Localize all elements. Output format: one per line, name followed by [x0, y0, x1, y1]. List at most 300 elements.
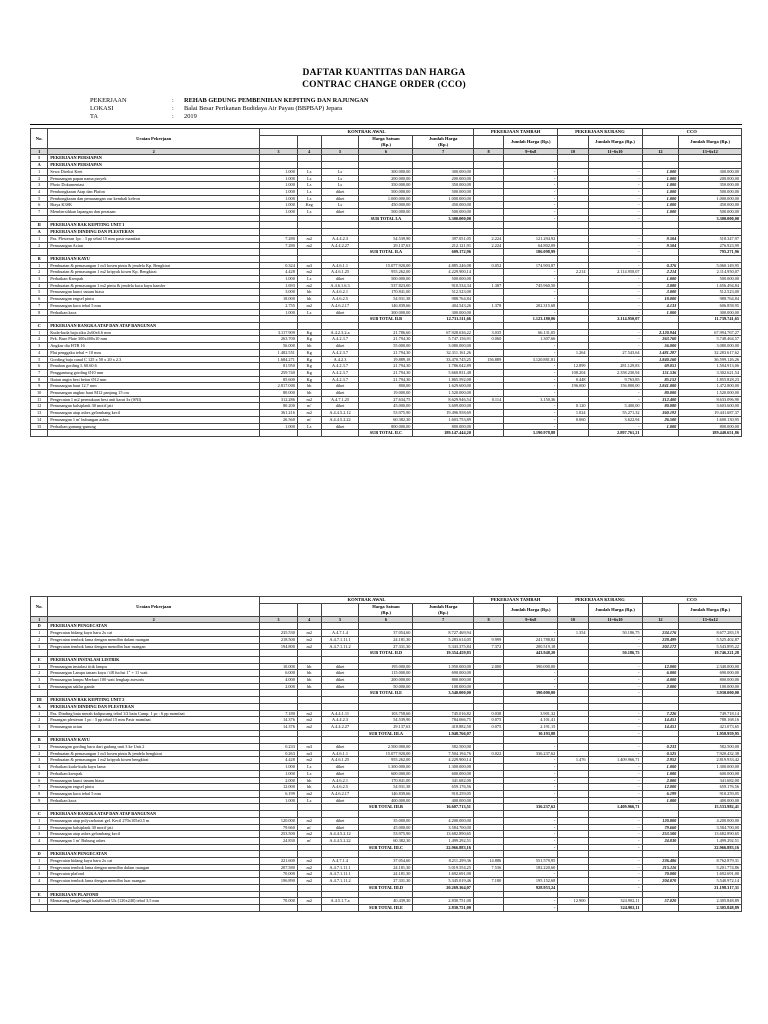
- empty-cell: [679, 891, 742, 898]
- empty-cell: [642, 215, 679, 222]
- table-cell: 6: [31, 202, 48, 209]
- table-cell: 18.000: [260, 296, 298, 303]
- empty-cell: [679, 162, 742, 169]
- table-cell: 5.747.156,91: [413, 336, 474, 343]
- empty-cell: [321, 249, 359, 256]
- table-cell: 0.376: [642, 262, 679, 269]
- table-cell: 8.629.946,54: [413, 396, 474, 403]
- table-cell: 1.000: [260, 195, 298, 202]
- empty-cell: [413, 322, 474, 329]
- table-row: [31, 744, 742, 751]
- table-cell: m2: [297, 710, 321, 717]
- table-cell: -: [588, 764, 642, 771]
- section-row: [31, 229, 742, 236]
- table-cell: 800.000,00: [679, 677, 742, 684]
- table-cell: 19.000,00: [359, 390, 413, 397]
- empty-cell: [642, 249, 679, 256]
- empty-cell: [473, 215, 503, 222]
- table-cell: 1.000: [642, 182, 679, 189]
- empty-cell: [504, 703, 558, 710]
- table-cell: 0.114: [473, 396, 503, 403]
- subtotal-label: SUB TOTAL II.C: [359, 430, 413, 437]
- table-cell: 259.740: [260, 369, 298, 376]
- empty-cell: [297, 703, 321, 710]
- table-row: [31, 858, 742, 865]
- table-cell: -: [504, 770, 558, 777]
- table-cell: diket: [321, 423, 359, 430]
- table-cell: 55.271,32: [588, 410, 642, 417]
- col-pekerjaan-tambah: PEKERJAAN TAMBAH: [473, 597, 557, 604]
- table-cell: [473, 289, 503, 296]
- table-cell: 800.000,00: [413, 677, 474, 684]
- table-cell: -: [588, 790, 642, 797]
- table-cell: 2.000: [642, 683, 679, 690]
- empty-cell: [359, 155, 413, 162]
- table-cell: 1.000: [260, 188, 298, 195]
- subtotal-cco: 1.958.959,95: [679, 730, 742, 737]
- table-cell: A.4.6.2.5: [321, 296, 359, 303]
- table-cell: -: [588, 276, 642, 283]
- empty-cell: [413, 229, 474, 236]
- empty-cell: [297, 690, 321, 697]
- table-cell: 146.839,66: [359, 302, 413, 309]
- table-cell: 0.075: [473, 717, 503, 724]
- table-cell: diket: [321, 744, 359, 751]
- table-cell: 6.000: [642, 670, 679, 677]
- subtotal-label: SUB TOTAL I.A: [359, 215, 413, 222]
- col-index: 2: [48, 148, 260, 155]
- table-cell: 1.409.966,71: [588, 757, 642, 764]
- section-row: [31, 322, 742, 329]
- table-cell: 955.262,00: [359, 757, 413, 764]
- table-cell: 4: [31, 837, 48, 844]
- subtotal-kontrak: 3.540.000,00: [413, 690, 474, 697]
- table-cell: m2: [297, 269, 321, 276]
- empty-cell: [588, 162, 642, 169]
- empty-cell: [297, 249, 321, 256]
- table-cell: 12: [31, 403, 48, 410]
- table-cell: [558, 289, 588, 296]
- subtotal-kontrak: 1.948.766,07: [413, 730, 474, 737]
- empty-cell: [31, 215, 48, 222]
- table-cell: 1.024: [558, 410, 588, 417]
- table-cell: [473, 871, 503, 878]
- table-cell: 8.211.299,36: [413, 858, 474, 865]
- table-cell: 235.530: [260, 630, 298, 637]
- section-title: PEKERJAAN RANGKA ATAP DAN ATAP BANGUNAN: [48, 811, 260, 818]
- table-cell: 24.181,30: [359, 864, 413, 871]
- col-volume: [642, 603, 679, 616]
- empty-cell: [260, 844, 298, 851]
- table-cell: 4: [31, 764, 48, 771]
- table-cell: diket: [321, 770, 359, 777]
- table-cell: 1.482.551: [260, 349, 298, 356]
- table-row: [31, 369, 742, 376]
- table-cell: 5: [31, 289, 48, 296]
- empty-cell: [260, 904, 298, 911]
- col-jumlah-harga: Jumlah Harga (Rp.): [504, 135, 558, 148]
- table-cell: 8.762.879,31: [679, 858, 742, 865]
- table-cell: 9: [31, 797, 48, 804]
- subtotal-tambah: 3.190.978,88: [504, 430, 558, 437]
- table-cell: -: [588, 209, 642, 216]
- col-index: 6: [359, 616, 413, 623]
- table-cell: 32.283.617,62: [679, 349, 742, 356]
- table-cell: 1.692.691,00: [679, 871, 742, 878]
- table-cell: 3: [31, 757, 48, 764]
- table-cell: -: [588, 336, 642, 343]
- table-row: [31, 235, 742, 242]
- table-cell: [558, 663, 588, 670]
- table-cell: 3.080.000,00: [413, 343, 474, 350]
- empty-cell: [31, 690, 48, 697]
- subtotal-label: SUB TOTAL III.B: [359, 804, 413, 811]
- subtotal-cco: 19.746.221,28: [679, 650, 742, 657]
- table-cell: [473, 376, 503, 383]
- table-cell: -: [588, 770, 642, 777]
- empty-cell: [297, 322, 321, 329]
- meta-label: LOKASI: [90, 105, 114, 112]
- table-cell: 500.000,00: [359, 276, 413, 283]
- table-cell: 21.794,30: [359, 369, 413, 376]
- table-cell: Ls: [297, 175, 321, 182]
- section-title: PEKERJAAN PENGECATAN: [48, 623, 260, 630]
- table-cell: m': [297, 824, 321, 831]
- empty-cell: [321, 650, 359, 657]
- table-cell: 800.000,00: [679, 423, 742, 430]
- table-cell: 450.000,00: [359, 202, 413, 209]
- empty-cell: [321, 215, 359, 222]
- table-cell: 15.077.920,00: [359, 750, 413, 757]
- empty-cell: [473, 844, 503, 851]
- table-cell: Kg: [297, 363, 321, 370]
- table-row: [31, 710, 742, 717]
- table-cell: 1.865.592,08: [413, 376, 474, 383]
- table-cell: [558, 175, 588, 182]
- table-cell: -: [504, 276, 558, 283]
- table-cell: 70.000: [260, 898, 298, 905]
- table-cell: -: [504, 349, 558, 356]
- table-cell: -: [588, 242, 642, 249]
- empty-cell: [504, 255, 558, 262]
- empty-cell: [260, 162, 298, 169]
- table-cell: 108.204: [558, 369, 588, 376]
- empty-cell: [321, 656, 359, 663]
- table-cell: Pemasangan kaca tebal 5 mm: [48, 302, 260, 309]
- table-cell: Kg: [297, 349, 321, 356]
- col-cco: CCO: [642, 129, 741, 136]
- table-cell: -: [588, 784, 642, 791]
- empty-cell: [260, 215, 298, 222]
- table-cell: [473, 757, 503, 764]
- subtotal-kurang: -: [588, 730, 642, 737]
- table-cell: 9: [31, 383, 48, 390]
- table-cell: m2: [297, 831, 321, 838]
- table-row: [31, 390, 742, 397]
- table-cell: [473, 276, 503, 283]
- table-cell: 5.343.375,84: [413, 643, 474, 650]
- table-cell: m3: [297, 262, 321, 269]
- table-cell: Penggantung gording Ø10 mm: [48, 369, 260, 376]
- meta-value: Balai Besar Perikanan Budidaya Air Payau (BBPBAP) Jepara: [184, 105, 343, 112]
- table-cell: [558, 262, 588, 269]
- table-cell: -: [588, 670, 642, 677]
- table-cell: Pemasangan 1 m' Bubung asbes: [48, 837, 260, 844]
- empty-cell: [558, 229, 588, 236]
- col-index: 12: [642, 616, 679, 623]
- table-cell: 2.000: [473, 663, 503, 670]
- empty-cell: [321, 623, 359, 630]
- table-cell: diket: [321, 817, 359, 824]
- table-cell: -: [588, 663, 642, 670]
- table-cell: 202.315,68: [504, 302, 558, 309]
- table-cell: 5.060.149,95: [679, 262, 742, 269]
- empty-cell: [504, 811, 558, 818]
- table-cell: 24.181,30: [359, 871, 413, 878]
- table-cell: 29.137,63: [359, 723, 413, 730]
- subtotal-cco: 189.440.651,86: [679, 430, 742, 437]
- table-cell: -: [504, 871, 558, 878]
- empty-cell: [558, 891, 588, 898]
- table-cell: 2.000: [642, 777, 679, 784]
- empty-cell: [31, 844, 48, 851]
- table-cell: 745.016,82: [413, 710, 474, 717]
- table-row: [31, 195, 742, 202]
- table-cell: 1.603.753,89: [413, 416, 474, 423]
- table-cell: [558, 636, 588, 643]
- table-cell: 81.950: [260, 363, 298, 370]
- section-title: PEKERJAAN DINDING DAN PLESTERAN: [48, 703, 260, 710]
- table-cell: 14.451: [642, 717, 679, 724]
- table-cell: A.4.6.1.1: [321, 262, 359, 269]
- table-cell: 1.000: [260, 182, 298, 189]
- table-cell: [558, 710, 588, 717]
- table-cell: m2: [297, 235, 321, 242]
- table-cell: 6.000: [260, 670, 298, 677]
- table-cell: bh: [297, 383, 321, 390]
- table-cell: 4: [31, 349, 48, 356]
- col-index: 2: [48, 616, 260, 623]
- table-cell: -: [504, 837, 558, 844]
- col-index: 5: [321, 148, 359, 155]
- empty-cell: [321, 690, 359, 697]
- table-cell: 1.000: [642, 175, 679, 182]
- subtotal-cco: 15.533.982,41: [679, 804, 742, 811]
- table-cell: [473, 744, 503, 751]
- table-cell: 215.116: [642, 864, 679, 871]
- table-cell: 600.000,00: [413, 770, 474, 777]
- subtotal-cco: 2.305.848,89: [679, 904, 742, 911]
- table-cell: 1.656.494,84: [679, 282, 742, 289]
- table-cell: 3: [31, 871, 48, 878]
- table-cell: -: [504, 403, 558, 410]
- table-cell: 659.176,56: [413, 784, 474, 791]
- section-title: PEKERJAAN PERSIAPAN: [48, 162, 260, 169]
- table-row: [31, 630, 742, 637]
- table-cell: 8: [31, 376, 48, 383]
- table-cell: 120.000: [260, 817, 298, 824]
- table-cell: A.4.6.1.25: [321, 757, 359, 764]
- table-cell: Pek. Base Plate 300x400x10 mm: [48, 336, 260, 343]
- table-cell: 350.000,00: [413, 182, 474, 189]
- section-title: PEKERJAAN KAYU: [48, 255, 260, 262]
- table-cell: 27.331,30: [359, 878, 413, 885]
- table-cell: [473, 416, 503, 423]
- empty-cell: [260, 697, 298, 704]
- table-cell: 1.300.000,00: [359, 764, 413, 771]
- empty-cell: [473, 222, 503, 229]
- table-cell: 8.633.096,90: [679, 396, 742, 403]
- table-cell: [473, 824, 503, 831]
- table-cell: [558, 837, 588, 844]
- table-cell: 2.952: [642, 757, 679, 764]
- table-cell: -: [588, 864, 642, 871]
- table-cell: Sewa Direksi Keet: [48, 168, 260, 175]
- empty-cell: [588, 703, 642, 710]
- table-cell: 2.114.950,07: [679, 269, 742, 276]
- table-cell: m2: [297, 878, 321, 885]
- table-cell: 1.000: [642, 188, 679, 195]
- table-cell: 8.727.469,94: [413, 630, 474, 637]
- table-cell: 50.186,75: [588, 630, 642, 637]
- table-cell: 236.486: [642, 858, 679, 865]
- empty-cell: [642, 430, 679, 437]
- empty-cell: [260, 316, 298, 323]
- empty-cell: [359, 229, 413, 236]
- table-row: [31, 764, 742, 771]
- subtotal-kurang: 2.897.761,21: [588, 430, 642, 437]
- subtotal-row: [31, 316, 742, 323]
- table-cell: 361.216: [260, 410, 298, 417]
- empty-cell: [260, 730, 298, 737]
- empty-cell: [642, 737, 679, 744]
- table-cell: 1.000.000,00: [679, 195, 742, 202]
- table-cell: Pembuatan & pemasangan 1 m2 kripyak kosen bengkirai: [48, 757, 260, 764]
- table-cell: 1.692.691,00: [413, 871, 474, 878]
- empty-cell: [321, 891, 359, 898]
- table-cell: 745.960,50: [504, 282, 558, 289]
- table-cell: [473, 777, 503, 784]
- table-row: [31, 770, 742, 777]
- table-cell: A.4.6.2.1: [321, 777, 359, 784]
- empty-cell: [31, 650, 48, 657]
- col-index: 11=6x10: [588, 616, 642, 623]
- table-cell: bh: [297, 289, 321, 296]
- table-cell: diket: [321, 209, 359, 216]
- col-index: 13=6x12: [679, 616, 742, 623]
- table-cell: Pemasangan kalsiplank 30 motif jati: [48, 403, 260, 410]
- table-cell: 24.830: [260, 837, 298, 844]
- table-cell: [473, 182, 503, 189]
- table-cell: 79.660: [642, 824, 679, 831]
- table-cell: Perbaikan kaca: [48, 309, 260, 316]
- table-cell: -: [504, 744, 558, 751]
- subtotal-tambah: 1.123.180,06: [504, 316, 558, 323]
- subtotal-kontrak: 19.354.459,83: [413, 650, 474, 657]
- table-cell: -: [504, 683, 558, 690]
- section-title: PEKERJAAN PLAFOND: [48, 891, 260, 898]
- table-cell: A.4.4.1.11: [321, 710, 359, 717]
- table-cell: -: [504, 677, 558, 684]
- table-row: [31, 356, 742, 363]
- table-cell: 1: [31, 817, 48, 824]
- table-cell: diket: [321, 343, 359, 350]
- empty-cell: [321, 697, 359, 704]
- table-cell: 200.519,18: [504, 643, 558, 650]
- table-cell: 2: [31, 636, 48, 643]
- table-cell: [558, 423, 588, 430]
- table-cell: 80.200: [260, 403, 298, 410]
- table-cell: A.4.2.3.7: [321, 376, 359, 383]
- table-cell: 3: [31, 182, 48, 189]
- empty-cell: [260, 650, 298, 657]
- table-row: [31, 188, 742, 195]
- table-cell: m2: [297, 396, 321, 403]
- table-cell: 1.000: [642, 423, 679, 430]
- empty-cell: [473, 730, 503, 737]
- empty-cell: [297, 656, 321, 663]
- section-title: PEKERJAAN RANGKA ATAP DAN ATAP BANGUNAN: [48, 322, 260, 329]
- table-cell: [558, 182, 588, 189]
- table-cell: -: [588, 235, 642, 242]
- table-cell: Keg: [297, 202, 321, 209]
- col-harga-satuan: Harga Satuan (Rp.): [359, 603, 413, 616]
- empty-cell: [642, 884, 679, 891]
- table-cell: [558, 777, 588, 784]
- table-cell: bh: [297, 663, 321, 670]
- table-cell: 1.499.292,51: [413, 837, 474, 844]
- table-cell: m': [297, 416, 321, 423]
- table-cell: A.4.7.1.4: [321, 858, 359, 865]
- table-cell: 500.000,00: [359, 209, 413, 216]
- empty-cell: [260, 737, 298, 744]
- table-cell: -: [588, 343, 642, 350]
- table-cell: 1: [31, 744, 48, 751]
- col-index: 8: [473, 616, 503, 623]
- table-row: [31, 797, 742, 804]
- table-cell: 54.931,38: [359, 296, 413, 303]
- subtotal-row: [31, 430, 742, 437]
- table-cell: A.4.6.1.25: [321, 269, 359, 276]
- table-cell: -: [588, 188, 642, 195]
- table-row: [31, 723, 742, 730]
- table-cell: 1.307,66: [504, 336, 558, 343]
- table-cell: 8: [31, 790, 48, 797]
- empty-cell: [297, 811, 321, 818]
- meta-sep: :: [172, 113, 174, 120]
- table-cell: -: [504, 188, 558, 195]
- empty-cell: [413, 851, 474, 858]
- empty-cell: [359, 322, 413, 329]
- table-cell: [473, 797, 503, 804]
- table-cell: 263.700: [260, 336, 298, 343]
- empty-cell: [558, 730, 588, 737]
- table-cell: -: [588, 182, 642, 189]
- table-cell: 1.693: [260, 282, 298, 289]
- table-cell: Pembuatan & pemasangan 1 m2 kripyak kosen Kp. Bengkirai: [48, 269, 260, 276]
- meta-label: PEKERJAAN: [90, 97, 127, 104]
- table-cell: Pasangan plesteran 1 pc : 3 pp tebal 15 mm Pasir mamfaat: [48, 717, 260, 724]
- table-cell: [558, 824, 588, 831]
- table-cell: 4.428: [260, 757, 298, 764]
- table-cell: 56.000: [642, 343, 679, 350]
- empty-cell: [359, 623, 413, 630]
- table-cell: [558, 329, 588, 336]
- empty-cell: [642, 690, 679, 697]
- table-cell: [473, 168, 503, 175]
- empty-cell: [504, 656, 558, 663]
- table-cell: Kg: [297, 369, 321, 376]
